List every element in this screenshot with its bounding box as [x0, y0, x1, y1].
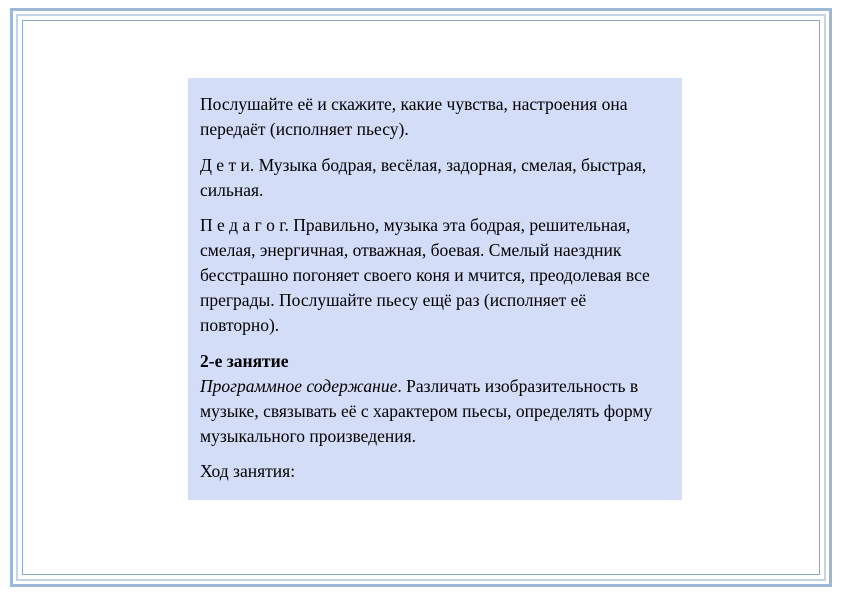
lesson-heading: 2-е занятие [200, 350, 289, 371]
program-content-paragraph [200, 374, 666, 449]
paragraph-children-response: Д е т и. Музыка бодрая, весёлая, задорная, смелая, быстрая, сильная. [200, 154, 647, 200]
paragraph-teacher-response: П е д а г о г. Правильно, музыка эта бодрая, решительная, смелая, энергичная, отважная, боевая. Смелый наездник бесстрашно погоняет своего коня и мчится, преодолевая все преграды. Послушайте пьесу ещё раз (исполняет её повторно). [200, 215, 650, 335]
lesson-flow-label: Ход занятия: [200, 460, 296, 481]
program-content-label: Программное содержание [200, 376, 398, 397]
paragraph-instruction: Послушайте её и скажите, какие чувства, настроения она передаёт (исполняет пьесу). [200, 94, 628, 139]
program-content-text: . Различать изобразительность в музыке, связывать её с характером пьесы, определять форму музыкального произведения. [200, 376, 653, 447]
text-content-block [188, 78, 682, 500]
